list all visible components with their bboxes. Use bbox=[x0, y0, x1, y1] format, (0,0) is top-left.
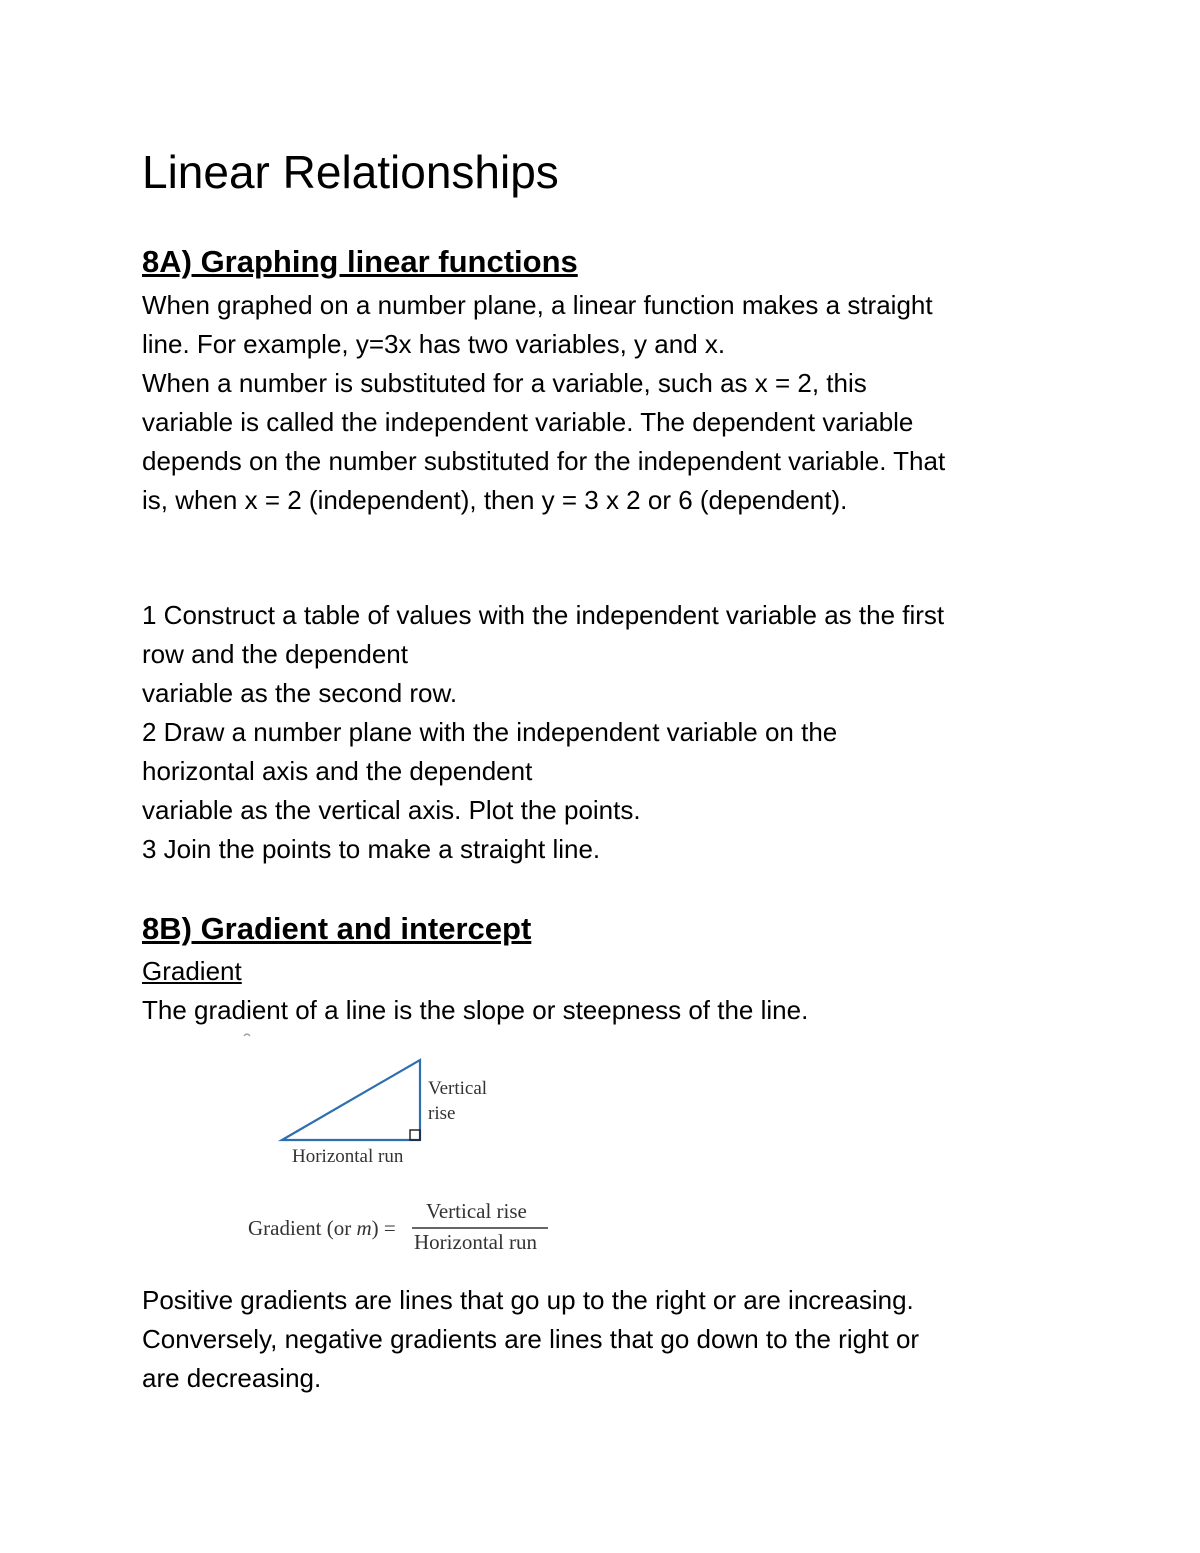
horizontal-label: Horizontal run bbox=[292, 1146, 404, 1167]
step-line: 2 Draw a number plane with the independent variable on the bbox=[142, 717, 838, 747]
intro-line: depends on the number substituted for the independent variable. That bbox=[142, 446, 946, 476]
step-line: row and the dependent bbox=[142, 639, 408, 669]
closing-line: Conversely, negative gradients are lines that go down to the right or bbox=[142, 1324, 920, 1354]
intro-line: line. For example, y=3x has two variables, y and x. bbox=[142, 329, 726, 359]
gradient-definition: The gradient of a line is the slope or steepness of the line. bbox=[142, 995, 809, 1025]
section-b-closing bbox=[142, 1281, 919, 1398]
formula-lhs: Gradient (or m) = bbox=[248, 1216, 396, 1240]
step-line: horizontal axis and the dependent bbox=[142, 756, 533, 786]
step-line: variable as the second row. bbox=[142, 678, 458, 708]
step-line: variable as the vertical axis. Plot the points. bbox=[142, 795, 641, 825]
step-line: 1 Construct a table of values with the independent variable as the first bbox=[142, 600, 945, 630]
section-a-heading: 8A) Graphing linear functions bbox=[142, 244, 578, 279]
vertical-label-line2: rise bbox=[428, 1103, 456, 1124]
section-b-gradient bbox=[142, 952, 808, 1030]
formula-denominator: Horizontal run bbox=[414, 1230, 538, 1254]
scan-mark bbox=[244, 1034, 250, 1036]
gradient-triangle-diagram bbox=[232, 1030, 552, 1170]
formula-numerator: Vertical rise bbox=[426, 1199, 527, 1223]
vertical-label-line1: Vertical bbox=[428, 1078, 488, 1099]
section-a-steps bbox=[142, 596, 944, 869]
intro-line: When graphed on a number plane, a linear function makes a straight bbox=[142, 290, 933, 320]
step-line: 3 Join the points to make a straight line. bbox=[142, 834, 601, 864]
intro-line: When a number is substituted for a variable, such as x = 2, this bbox=[142, 368, 867, 398]
gradient-formula bbox=[242, 1192, 582, 1262]
section-a-intro bbox=[142, 286, 945, 520]
page-title: Linear Relationships bbox=[142, 146, 559, 198]
right-angle-marker bbox=[410, 1130, 420, 1140]
intro-line: is, when x = 2 (independent), then y = 3 x 2 or 6 (dependent). bbox=[142, 485, 848, 515]
section-b-heading: 8B) Gradient and intercept bbox=[142, 911, 532, 946]
closing-line: are decreasing. bbox=[142, 1363, 322, 1393]
gradient-subheading: Gradient bbox=[142, 956, 242, 986]
intro-line: variable is called the independent variable. The dependent variable bbox=[142, 407, 914, 437]
right-triangle bbox=[282, 1060, 420, 1140]
closing-line: Positive gradients are lines that go up to the right or are increasing. bbox=[142, 1285, 914, 1315]
